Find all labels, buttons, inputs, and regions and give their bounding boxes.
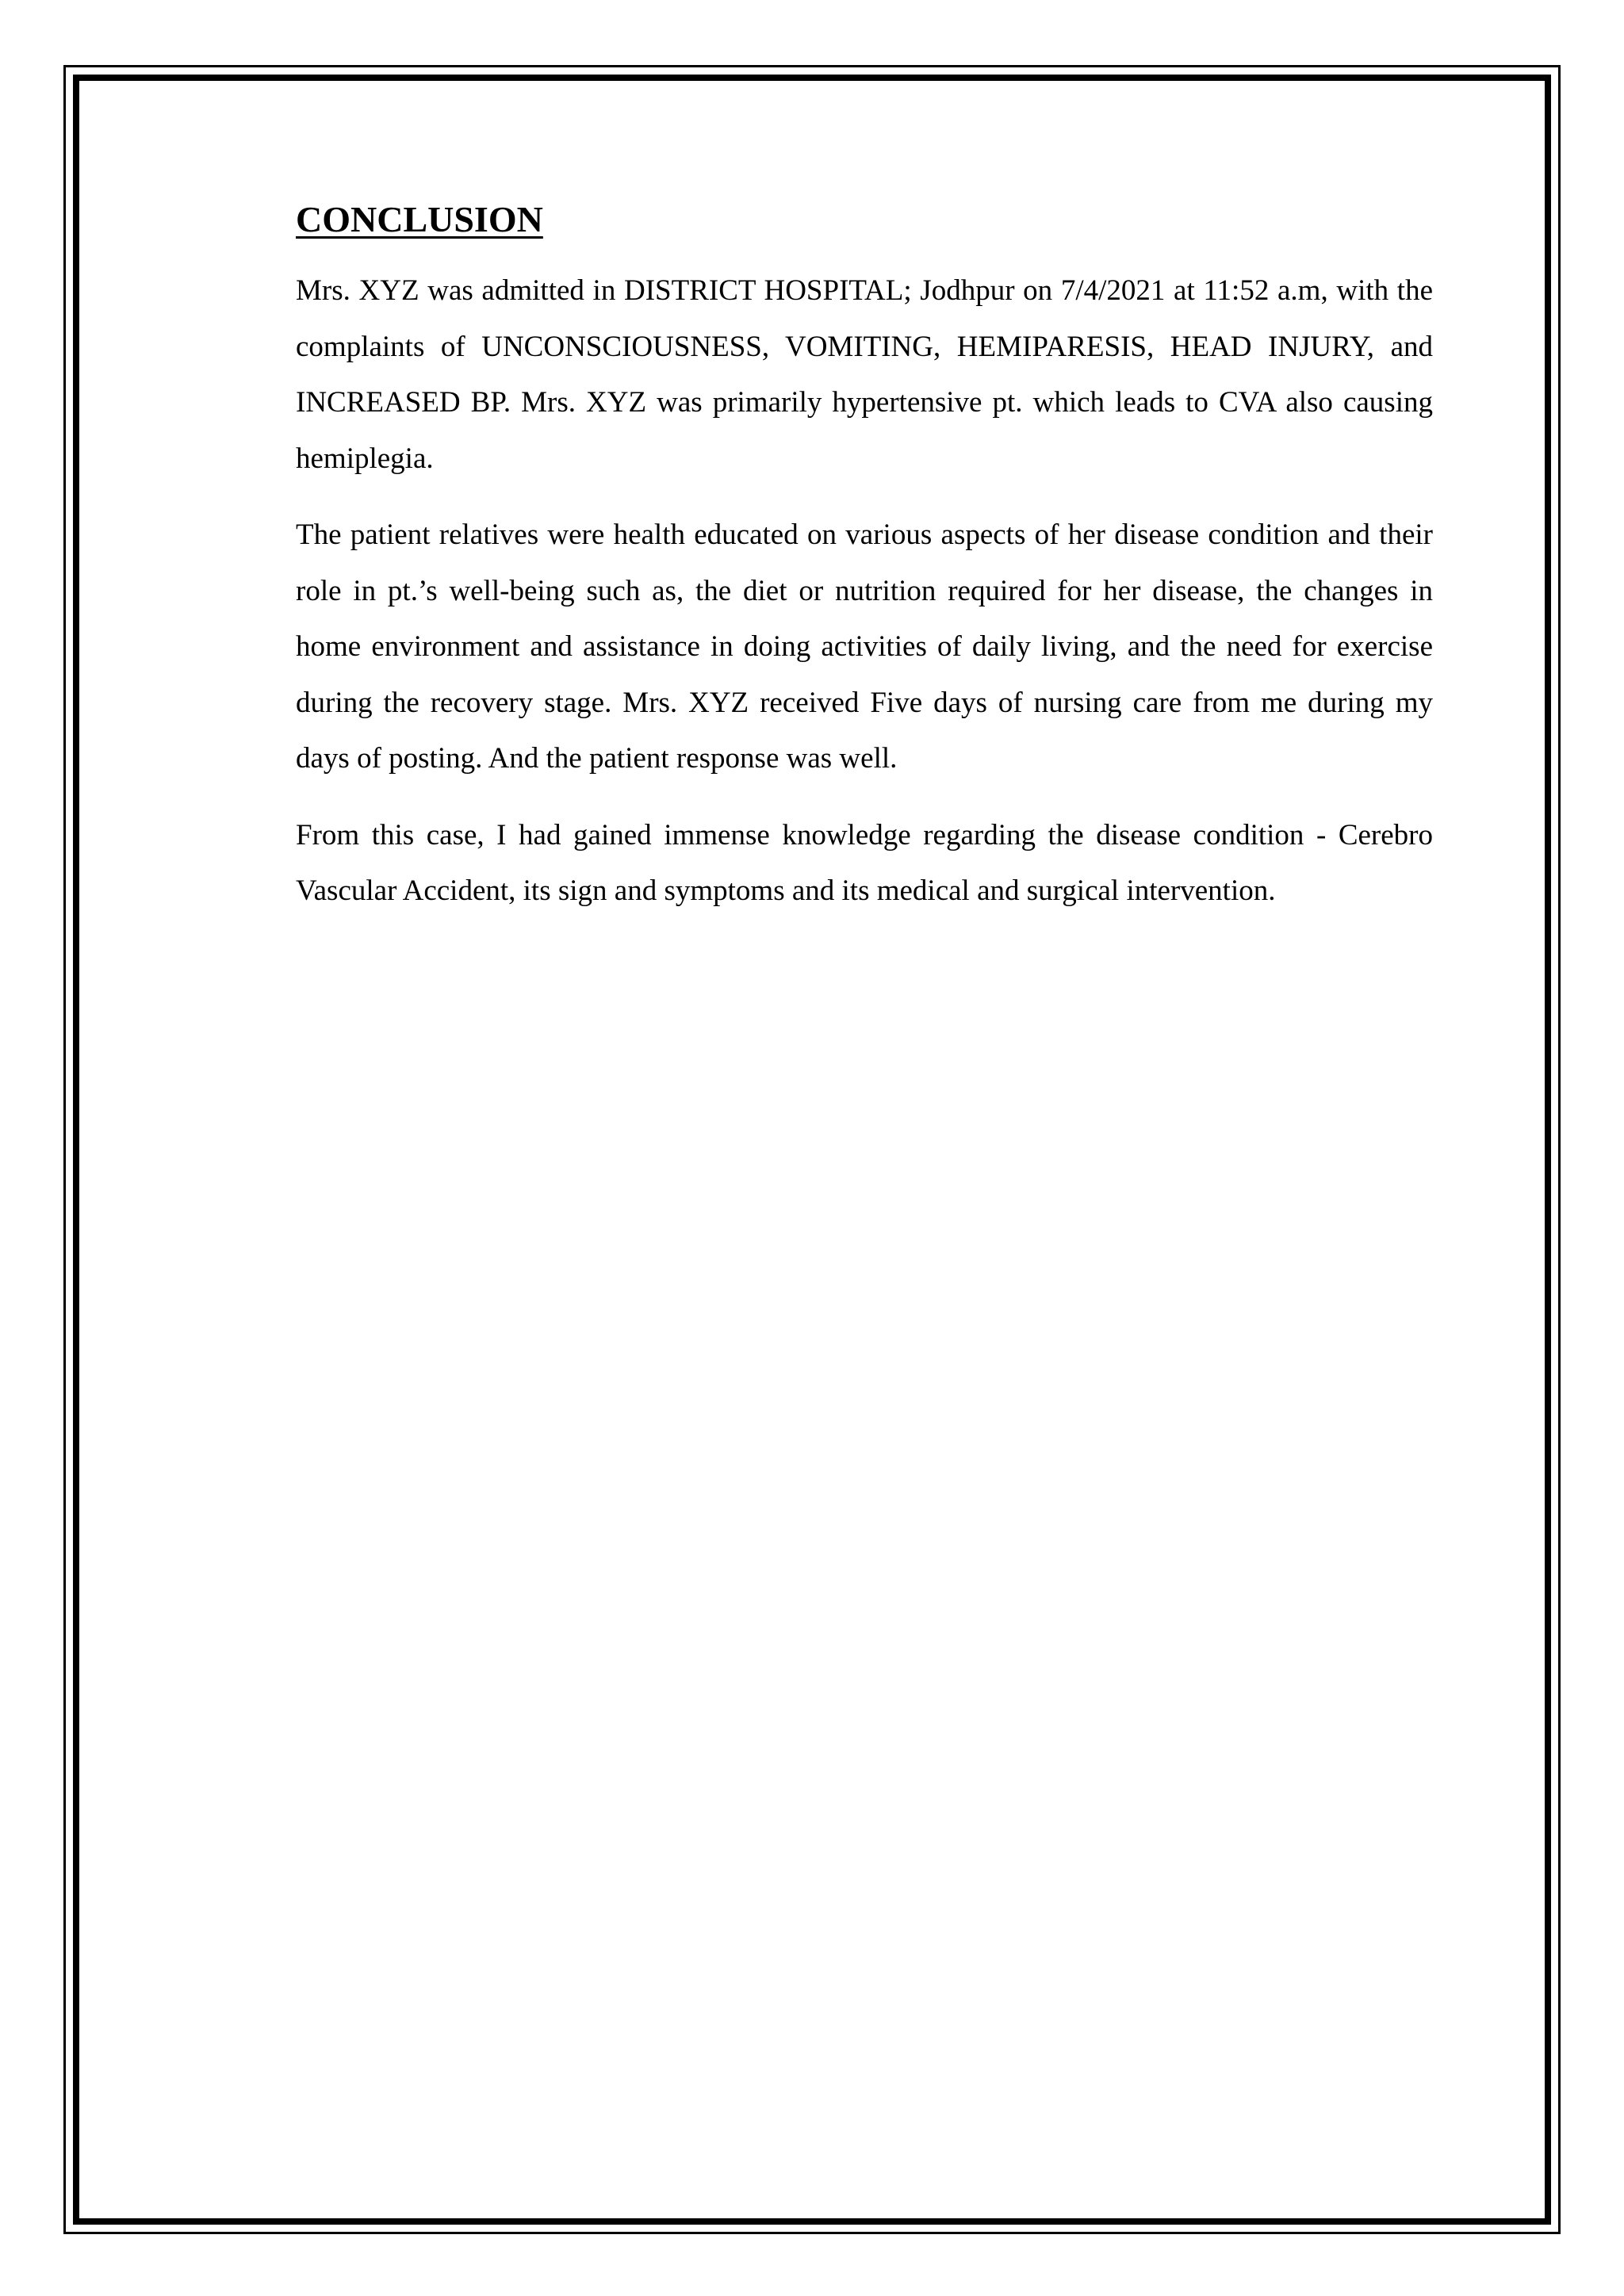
paragraph-health-education: The patient relatives were health educated on various aspects of her disease condition and their role in pt.’s well-being such as, the diet or nutrition required for her disease, the changes in home environment and assistance in doing activities of daily living, and the need for exercise during the recovery stage. Mrs. XYZ received Five days of nursing care from me during my days of posting. And the patient response was well.: [296, 519, 1433, 775]
conclusion-heading: CONCLUSION: [296, 199, 543, 239]
paragraph-admission: Mrs. XYZ was admitted in DISTRICT HOSPITAL; Jodhpur on 7/4/2021 at 11:52 a.m, with the complaints of UNCONSCIOUSNESS, VOMITING, HEMIPARESIS, HEAD INJURY, and INCREASED BP. Mrs. XYZ was primarily hypertensive pt. which leads to CVA also causing hemiplegia.: [296, 274, 1433, 475]
document-body: [296, 192, 1433, 940]
paragraph-knowledge-gained: From this case, I had gained immense knowledge regarding the disease condition - Cerebro Vascular Accident, its sign and symptoms and its medical and surgical intervention.: [296, 818, 1433, 907]
